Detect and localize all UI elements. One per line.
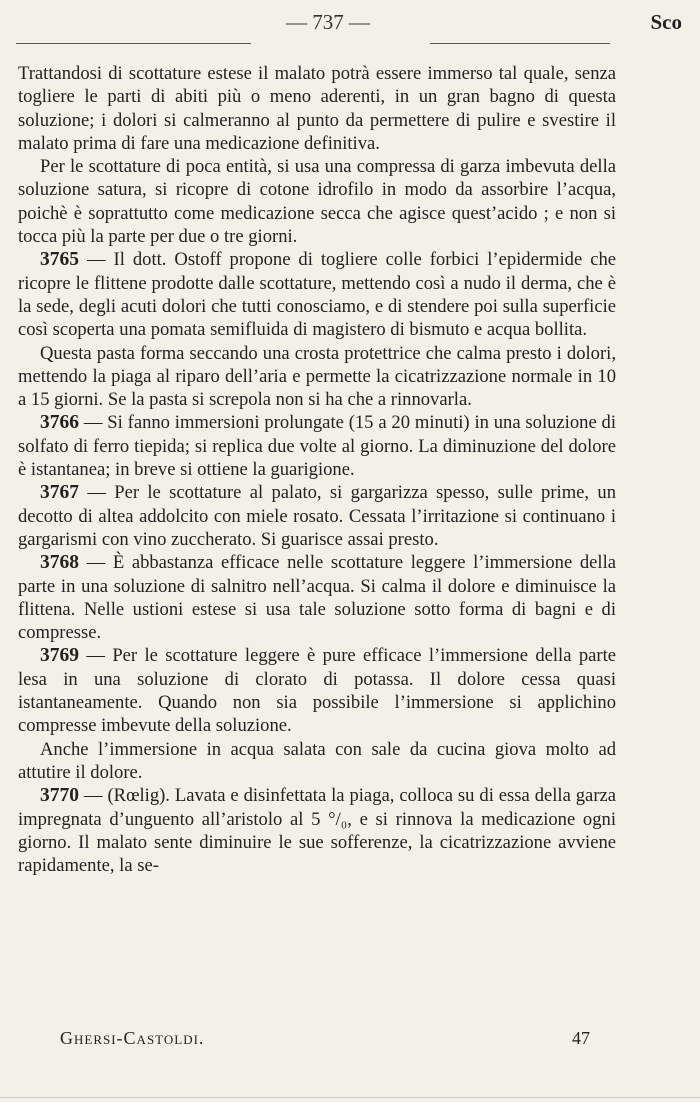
paragraph: 3768 — È abbastanza efficace nelle scottature leggere l’immersione della parte in una soluzione di salnitro nell’acqua. Si calma il dolore e diminuisce la flittena. Nelle ustioni estese si usa tale soluzione sotto forma di bagni e di compresse. — [18, 552, 616, 644]
page-footer — [60, 1028, 590, 1049]
header-rule-right — [430, 43, 610, 44]
paragraph: Per le scottature di poca entità, si usa una compressa di garza imbevuta della soluzione satura, si ricopre di cotone idrofilo in modo da assorbire l’acqua, poichè è soprattutto come medicazione secca che agisce quest’acido ; e non si tocca più la parte per due o tre giorni. — [18, 156, 616, 248]
entry-number: 3770 — [40, 785, 79, 807]
paragraph: 3769 — Per le scottature leggere è pure efficace l’immersione della parte lesa in una soluzione di clorato di potassa. Il dolore cessa quasi istantaneamente. Quando non sia possibile l’immersione si applichino compresse imbevute della soluzione. — [18, 645, 617, 737]
page-body — [18, 62, 616, 877]
paragraph: 3767 — Per le scottature al palato, si gargarizza spesso, sulle prime, un decotto di altea addolcito con miele rosato. Cessata l’irritazione si continuano i gargarismi con vino zuccherato. Si guarisce assai presto. — [18, 482, 616, 550]
page-header — [18, 10, 682, 40]
entry-number: 3766 — [40, 412, 79, 434]
entry-number: 3765 — [40, 249, 79, 271]
paragraph: 3770 — (Rœlig). Lavata e disinfettata la piaga, colloca su di essa della garza impregnata d’unguento all’aristolo al 5 °/₀, e si rinnova la medicazione ogni giorno. Il malato sente diminuire le sue sofferenze, la cicatrizzazione avviene rapidamente, la se- — [18, 785, 617, 877]
bottom-edge — [0, 1097, 700, 1098]
entry-number: 3769 — [40, 645, 79, 667]
paragraph: Trattandosi di scottature estese il malato potrà essere immerso tal quale, senza togliere le parti di abiti più o meno aderenti, in un gran bagno di questa soluzione; i dolori si calmeranno al punto da permettere di pulire e svestire il malato prima di fare una medicazione definitiva. — [18, 63, 616, 154]
entry-number: 3767 — [40, 482, 79, 504]
paragraph: Anche l’immersione in acqua salata con sale da cucina giova molto ad attutire il dolore. — [18, 738, 616, 783]
running-head: Sco — [650, 10, 682, 34]
footer-author: Ghersi-Castoldi. — [60, 1028, 205, 1048]
entry-number: 3768 — [40, 552, 79, 574]
paragraph: 3765 — Il dott. Ostoff propone di togliere colle forbici l’epidermide che ricopre le flittene prodotte dalle scottature, mettendo così a nudo il derma, che è la sede, degli acuti dolori che tutti conosciamo, e di stendere poi sulla superficie così scoperta una pomata semifluida di magistero di bismuto e acqua bollita. — [18, 249, 616, 341]
paragraph: 3766 — Si fanno immersioni prolungate (15 a 20 minuti) in una soluzione di solfato di ferro tiepida; si replica due volte al giorno. La diminuzione del dolore è istantanea; in breve si ottiene la guarigione. — [18, 412, 616, 481]
header-rule-left — [16, 43, 251, 44]
signature-mark: 47 — [572, 1028, 590, 1048]
paragraph: Questa pasta forma seccando una crosta protettrice che calma presto i dolori, mettendo la piaga al riparo dell’aria e permette la cicatrizzazione normale in 10 a 15 giorni. Se la pasta si screpola non si ha che a rinnovarla. — [18, 342, 616, 411]
page-number: — 737 — — [286, 10, 370, 34]
